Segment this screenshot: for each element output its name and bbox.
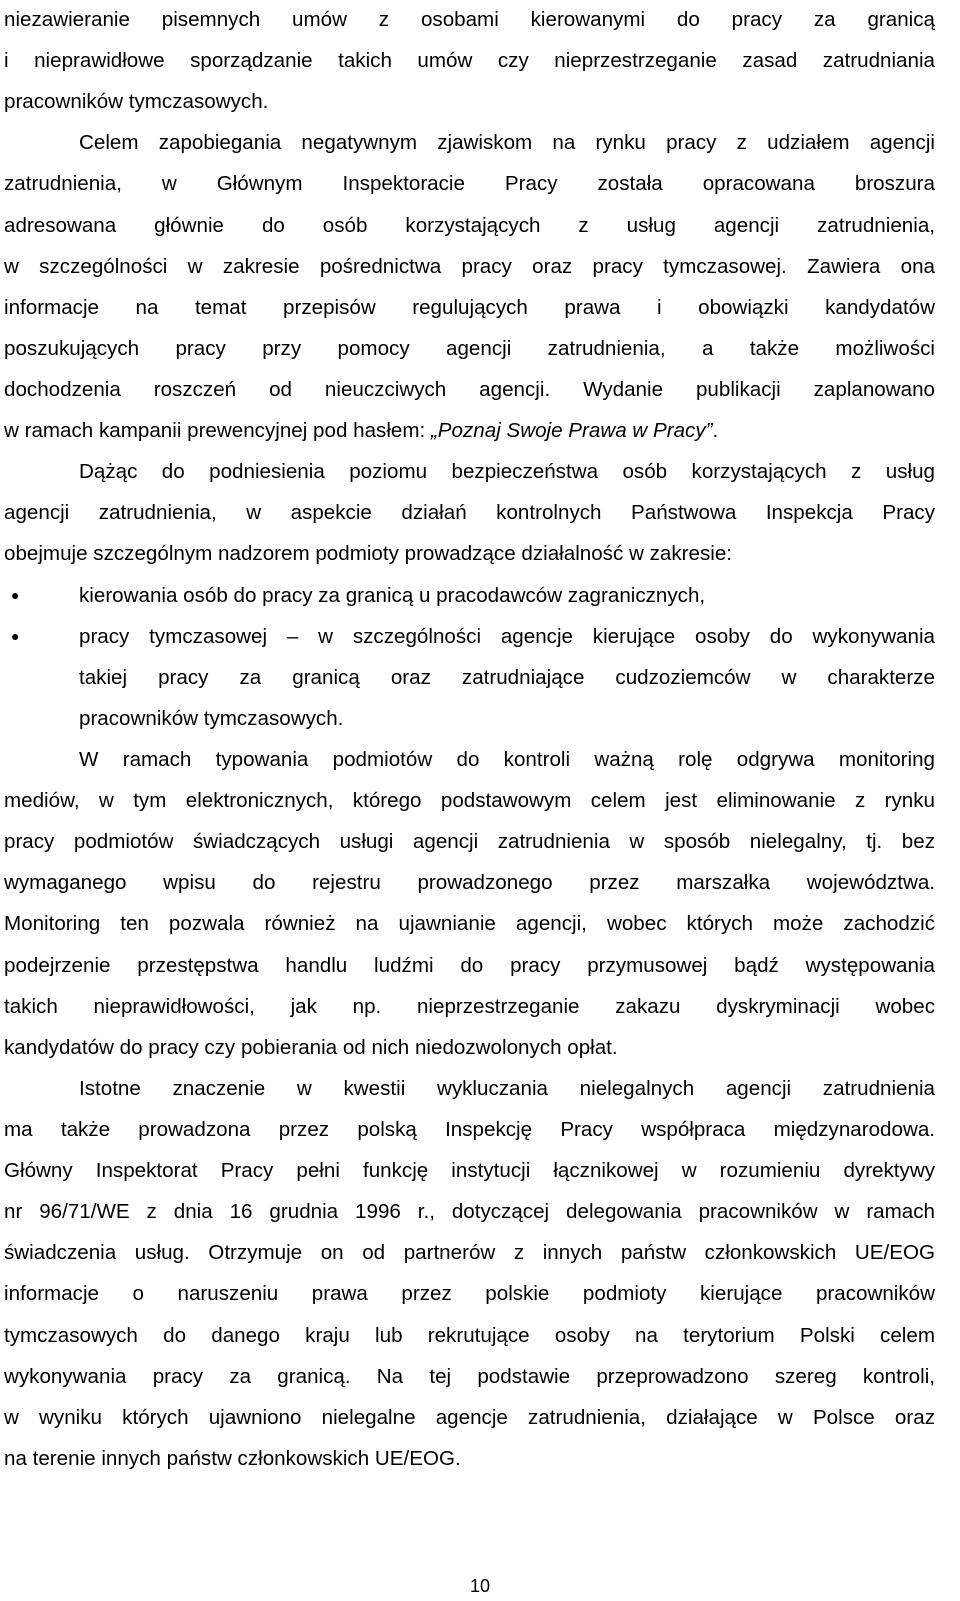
text-line: pracowników tymczasowych.: [4, 90, 269, 114]
text-line: zatrudnienia, w Głównym Inspektoracie Pracy została opracowana broszura: [4, 172, 935, 196]
paragraph: [4, 1068, 935, 1479]
text-line: poszukujących pracy przy pomocy agencji zatrudnienia, a także możliwości: [4, 336, 935, 360]
text-line: Istotne znaczenie w kwestii wykluczania nielegalnych agencji zatrudnienia: [79, 1076, 935, 1100]
text-line: informacje o naruszeniu prawa przez polskie podmioty kierujące pracowników: [4, 1282, 935, 1306]
text-line: [4, 410, 935, 451]
text-line: Monitoring ten pozwala również na ujawnianie agencji, wobec których może zachodzić: [4, 912, 935, 936]
text-line: agencji zatrudnienia, w aspekcie działań kontrolnych Państwowa Inspekcja Pracy: [4, 501, 935, 525]
text-line: Główny Inspektorat Pracy pełni funkcję instytucji łącznikowej w rozumieniu dyrektywy: [4, 1159, 935, 1183]
text-line: nr 96/71/WE z dnia 16 grudnia 1996 r., dotyczącej delegowania pracowników w ramach: [4, 1200, 935, 1224]
text-segment: .: [712, 419, 719, 443]
text-line: wymaganego wpisu do rejestru prowadzonego przez marszałka województwa.: [4, 871, 935, 895]
paragraph: [4, 0, 935, 122]
text-line: pracowników tymczasowych.: [79, 706, 344, 730]
text-line: pracy tymczasowej – w szczególności agencje kierujące osoby do wykonywania: [79, 624, 935, 648]
text-line: Celem zapobiegania negatywnym zjawiskom na rynku pracy z udziałem agencji: [79, 131, 935, 155]
text-line: informacje na temat przepisów regulujących prawa i obowiązki kandydatów: [4, 295, 935, 319]
text-line: takiej pracy za granicą oraz zatrudniające cudzoziemców w charakterze: [79, 665, 935, 689]
document-body: [4, 0, 935, 1479]
paragraph: [4, 451, 935, 574]
bullet-marker: ●: [11, 586, 20, 603]
bullet-item: [4, 616, 935, 739]
text-line: pracy podmiotów świadczących usługi agencji zatrudnienia w sposób nielegalny, tj. bez: [4, 830, 935, 854]
bullet-item: [4, 575, 935, 616]
text-line: takich nieprawidłowości, jak np. nieprzestrzeganie zakazu dyskryminacji wobec: [4, 994, 935, 1018]
text-line: i nieprawidłowe sporządzanie takich umów czy nieprzestrzeganie zasad zatrudniania: [4, 49, 935, 73]
bullet-marker: ●: [11, 627, 20, 644]
text-line: kierowania osób do pracy za granicą u pracodawców zagranicznych,: [79, 583, 706, 607]
paragraph: [4, 122, 935, 451]
page-number: 10: [469, 1576, 491, 1596]
text-line: w wyniku których ujawniono nielegalne agencje zatrudnienia, działające w Polsce oraz: [4, 1405, 935, 1429]
text-line: W ramach typowania podmiotów do kontroli ważną rolę odgrywa monitoring: [79, 747, 935, 771]
text-line: Dążąc do podniesienia poziomu bezpieczeństwa osób korzystających z usług: [79, 460, 935, 484]
text-line: ma także prowadzona przez polską Inspekcję Pracy współpraca międzynarodowa.: [4, 1117, 935, 1141]
text-line: tymczasowych do danego kraju lub rekrutujące osoby na terytorium Polski celem: [4, 1323, 935, 1347]
text-line: mediów, w tym elektronicznych, którego podstawowym celem jest eliminowanie z rynku: [4, 789, 935, 813]
text-line: świadczenia usług. Otrzymuje on od partnerów z innych państw członkowskich UE/EOG: [4, 1241, 935, 1265]
text-segment: w ramach kampanii prewencyjnej pod hasłem:: [4, 419, 431, 443]
campaign-slogan: „Poznaj Swoje Prawa w Pracy”: [430, 419, 713, 443]
text-line: wykonywania pracy za granicą. Na tej podstawie przeprowadzono szereg kontroli,: [4, 1364, 935, 1388]
text-line: podejrzenie przestępstwa handlu ludźmi do pracy przymusowej bądź występowania: [4, 953, 935, 977]
paragraph: [4, 739, 935, 1068]
text-line: niezawieranie pisemnych umów z osobami kierowanymi do pracy za granicą: [4, 8, 935, 31]
text-line: dochodzenia roszczeń od nieuczciwych agencji. Wydanie publikacji zaplanowano: [4, 377, 935, 401]
text-line: adresowana głównie do osób korzystających z usług agencji zatrudnienia,: [4, 213, 935, 237]
text-line: obejmuje szczególnym nadzorem podmioty prowadzące działalność w zakresie:: [4, 542, 732, 566]
text-line: na terenie innych państw członkowskich UE/EOG.: [4, 1446, 461, 1470]
text-line: kandydatów do pracy czy pobierania od nich niedozwolonych opłat.: [4, 1035, 618, 1059]
text-line: w szczególności w zakresie pośrednictwa pracy oraz pracy tymczasowej. Zawiera ona: [4, 254, 935, 278]
